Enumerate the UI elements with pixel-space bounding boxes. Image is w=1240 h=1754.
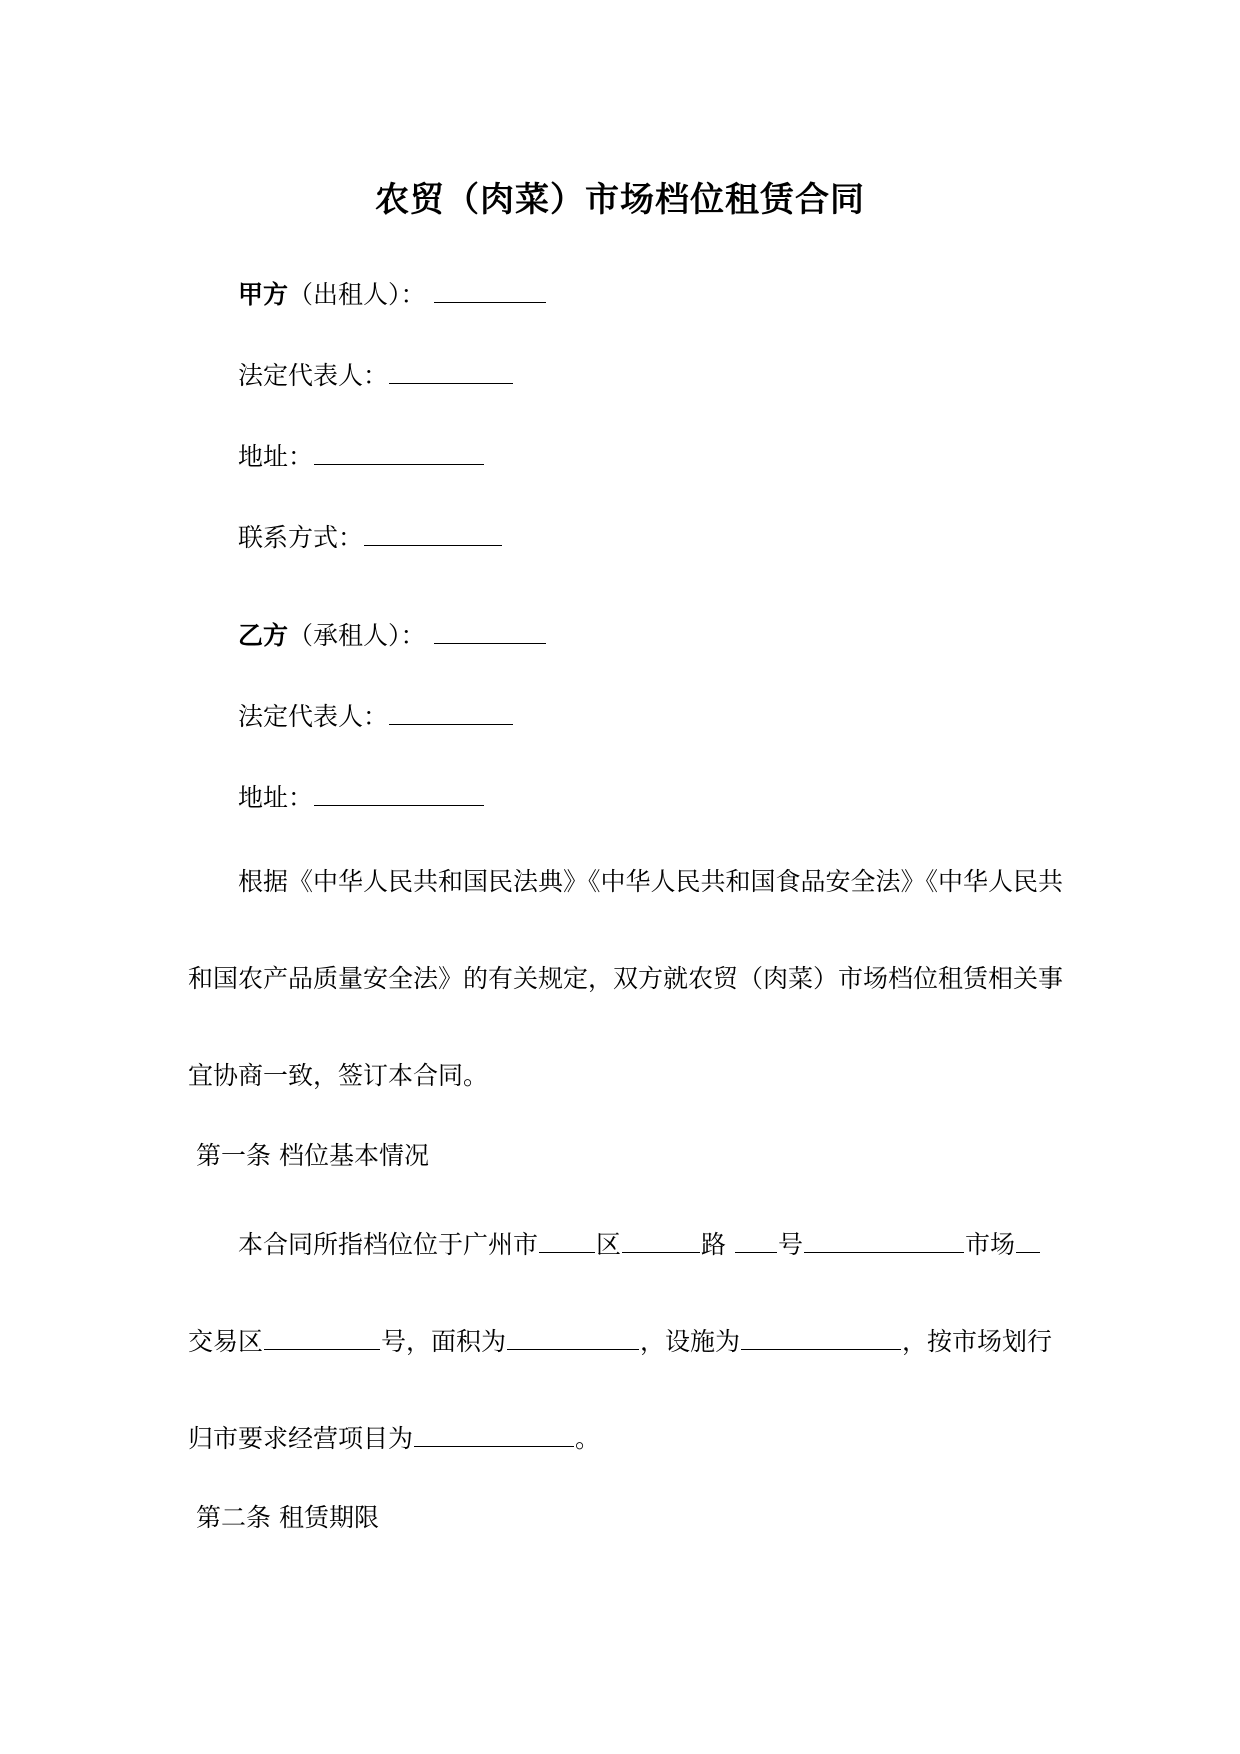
party-a-legal-rep-line xyxy=(238,357,514,394)
party-b-legal-rep-label: 法定代表人： xyxy=(238,702,389,731)
party-b-line xyxy=(238,617,547,654)
market-blank[interactable] xyxy=(804,1226,964,1253)
party-b-name-blank[interactable] xyxy=(434,617,546,644)
article-1-text-business: 归市要求经营项目为 xyxy=(188,1424,414,1453)
party-b-role: （承租人）： xyxy=(288,621,426,650)
article-1-text-location: 本合同所指档位位于广州市 xyxy=(238,1230,539,1259)
stall-number-blank[interactable] xyxy=(264,1323,380,1350)
party-a-address-line xyxy=(238,438,485,475)
party-a-legal-rep-blank[interactable] xyxy=(389,357,513,384)
article-1-line-1 xyxy=(238,1226,1041,1263)
market-suffix-blank[interactable] xyxy=(1016,1226,1040,1253)
road-blank[interactable] xyxy=(622,1226,700,1253)
article-1-text-zone: 交易区 xyxy=(188,1327,264,1356)
party-b-address-line xyxy=(238,779,485,816)
party-b-address-label: 地址： xyxy=(238,783,314,812)
party-a-legal-rep-label: 法定代表人： xyxy=(238,361,389,390)
article-1-text-zoning: ，按市场划行 xyxy=(902,1327,1053,1356)
party-a-contact-label: 联系方式： xyxy=(238,523,364,552)
article-1-line-3 xyxy=(188,1420,600,1457)
party-a-contact-blank[interactable] xyxy=(364,519,502,546)
article-1-text-market: 市场 xyxy=(965,1230,1016,1259)
article-1-line-2 xyxy=(188,1323,1052,1360)
number-blank[interactable] xyxy=(735,1226,777,1253)
party-b-label: 乙方 xyxy=(238,621,289,650)
party-a-label: 甲方 xyxy=(238,280,289,309)
area-blank[interactable] xyxy=(507,1323,639,1350)
article-1-text-district: 区 xyxy=(596,1230,622,1259)
article-1-text-area: 号，面积为 xyxy=(381,1327,507,1356)
article-1-text-road: 路 xyxy=(701,1230,727,1259)
document-title: 农贸（肉菜）市场档位租赁合同 xyxy=(375,180,865,220)
party-b-legal-rep-line xyxy=(238,698,514,735)
intro-line-1: 根据《中华人民共和国民法典》《中华人民共和国食品安全法》《中华人民共 xyxy=(238,867,1064,896)
intro-line-3: 宜协商一致，签订本合同。 xyxy=(188,1061,489,1090)
party-b-legal-rep-blank[interactable] xyxy=(389,698,513,725)
party-a-address-blank[interactable] xyxy=(314,438,484,465)
party-a-line xyxy=(238,276,547,313)
article-1-text-facilities: ，设施为 xyxy=(640,1327,741,1356)
article-1-text-period: 。 xyxy=(575,1424,601,1453)
article-1-text-number: 号 xyxy=(778,1230,804,1259)
party-b-address-blank[interactable] xyxy=(314,779,484,806)
facilities-blank[interactable] xyxy=(741,1323,901,1350)
party-a-name-blank[interactable] xyxy=(434,276,546,303)
party-a-contact-line xyxy=(238,519,503,556)
district-blank[interactable] xyxy=(539,1226,595,1253)
article-2-heading: 第二条 租赁期限 xyxy=(196,1503,379,1532)
article-1-heading: 第一条 档位基本情况 xyxy=(196,1141,429,1170)
business-items-blank[interactable] xyxy=(414,1420,574,1447)
party-a-role: （出租人）： xyxy=(288,280,426,309)
party-a-address-label: 地址： xyxy=(238,442,314,471)
intro-line-2: 和国农产品质量安全法》的有关规定，双方就农贸（肉菜）市场档位租赁相关事 xyxy=(188,964,1064,993)
